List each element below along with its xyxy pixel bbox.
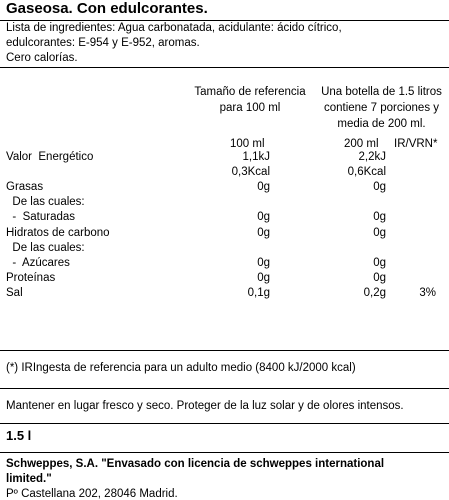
row-value-100ml: 1,1kJ (242, 151, 270, 163)
footnote: (*) IRIngesta de referencia para un adulto medio (8400 kJ/2000 kcal) (6, 362, 356, 374)
company-line-1: Schweppes, S.A. "Envasado con licencia de schweppes international (6, 458, 385, 470)
row-value-200ml: 0g (373, 181, 386, 193)
row-value-200ml: 0,6Kcal (347, 166, 386, 178)
ingredients-line-2: edulcorantes: E-954 y E-952, aromas. (6, 37, 200, 49)
row-label: Sal (6, 287, 23, 299)
row-label: - Saturadas (6, 211, 76, 223)
row-value-100ml: 0g (257, 257, 270, 269)
divider (0, 350, 449, 351)
row-value-100ml: 0g (257, 181, 270, 193)
volume: 1.5 l (6, 428, 32, 443)
company-line-2: limited." (6, 473, 52, 485)
row-value-ir: 3% (419, 287, 436, 299)
row-label: Grasas (6, 181, 44, 193)
storage-instructions: Mantener en lugar fresco y seco. Proteger de la luz solar y de olores intensos. (6, 400, 404, 412)
header-reference-line: para 100 ml (219, 102, 281, 114)
row-value-100ml: 0,1g (247, 287, 270, 299)
row-value-200ml: 0g (373, 211, 386, 223)
row-label: Hidratos de carbono (6, 227, 110, 239)
header-bottle-line: Una botella de 1.5 litros (321, 86, 442, 98)
row-value-200ml: 0,2g (363, 287, 386, 299)
product-title: Gaseosa. Con edulcorantes. (6, 0, 208, 17)
row-label: Proteínas (6, 272, 56, 284)
divider (0, 388, 449, 389)
company-address: Pº Castellana 202, 28046 Madrid. (6, 488, 178, 500)
col-header-ir: IR/VRN* (394, 138, 438, 150)
col-header-100ml: 100 ml (230, 138, 265, 150)
row-label: - Azúcares (6, 257, 70, 269)
row-value-200ml: 0g (373, 227, 386, 239)
row-value-100ml: 0,3Kcal (231, 166, 270, 178)
header-bottle-line: contiene 7 porciones y (323, 102, 440, 114)
divider (0, 452, 449, 453)
ingredients-line-3: Cero calorías. (6, 52, 78, 64)
header-bottle (314, 84, 449, 132)
row-value-200ml: 0g (373, 272, 386, 284)
col-header-200ml: 200 ml (344, 138, 379, 150)
row-label: Valor Energético (6, 151, 94, 163)
ingredients-line-1: Lista de ingredientes: Agua carbonatada, acidulante: ácido cítrico, (6, 22, 342, 34)
divider (0, 423, 449, 424)
row-label: De las cuales: (6, 242, 85, 254)
divider (0, 20, 449, 21)
row-value-100ml: 0g (257, 227, 270, 239)
row-value-100ml: 0g (257, 211, 270, 223)
row-value-200ml: 2,2kJ (358, 151, 386, 163)
header-reference (180, 84, 320, 116)
row-label: De las cuales: (6, 196, 85, 208)
row-value-200ml: 0g (373, 257, 386, 269)
header-reference-line: Tamaño de referencia (194, 86, 306, 98)
divider (0, 67, 449, 68)
header-bottle-line: media de 200 ml. (337, 118, 426, 130)
row-value-100ml: 0g (257, 272, 270, 284)
